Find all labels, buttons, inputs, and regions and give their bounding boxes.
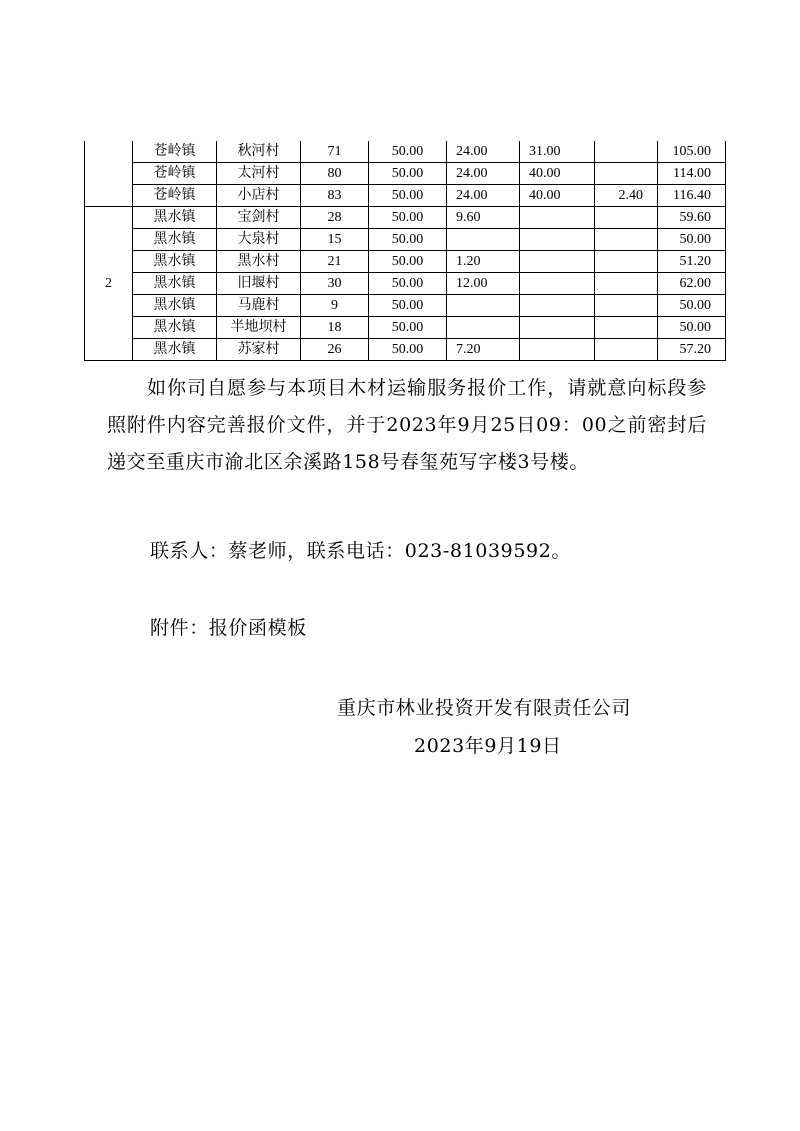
cell-value-1: 50.00 — [369, 317, 447, 339]
cell-count: 26 — [301, 339, 369, 361]
cell-value-2 — [447, 295, 520, 317]
cell-value-1: 50.00 — [369, 229, 447, 251]
contact-line: 联系人：蔡老师，联系电话：023-81039592。 — [150, 540, 571, 562]
group-number-cell — [85, 141, 133, 207]
cell-value-1: 50.00 — [369, 251, 447, 273]
cell-village: 秋河村 — [217, 141, 301, 163]
table-row — [85, 185, 726, 207]
cell-value-1: 50.00 — [369, 141, 447, 163]
cell-value-1: 50.00 — [369, 163, 447, 185]
cell-value-3: 40.00 — [520, 185, 595, 207]
cell-value-3: 31.00 — [520, 141, 595, 163]
table-row — [85, 273, 726, 295]
table-row — [85, 251, 726, 273]
cell-village: 宝剑村 — [217, 207, 301, 229]
table-row — [85, 229, 726, 251]
cell-value-3 — [520, 273, 595, 295]
invitation-paragraph: 如你司自愿参与本项目木材运输服务报价工作，请就意向标段参照附件内容完善报价文件，并于2023年9月25日09：00之前密封后递交至重庆市渝北区余溪路158号春玺苑写字楼3号楼。 — [107, 377, 707, 473]
cell-value-1: 50.00 — [369, 207, 447, 229]
cell-value-4 — [595, 273, 658, 295]
cell-count: 30 — [301, 273, 369, 295]
cell-count: 9 — [301, 295, 369, 317]
price-table — [84, 141, 726, 361]
cell-town: 苍岭镇 — [133, 141, 217, 163]
cell-value-1: 50.00 — [369, 273, 447, 295]
cell-value-3 — [520, 339, 595, 361]
cell-town: 黑水镇 — [133, 229, 217, 251]
attachment-line: 附件：报价函模板 — [150, 617, 307, 639]
cell-village: 半地坝村 — [217, 317, 301, 339]
cell-count: 15 — [301, 229, 369, 251]
cell-town: 黑水镇 — [133, 317, 217, 339]
group-number-cell: 2 — [85, 207, 133, 361]
cell-count: 21 — [301, 251, 369, 273]
cell-total: 51.20 — [658, 251, 726, 273]
cell-value-2: 12.00 — [447, 273, 520, 295]
cell-value-2: 7.20 — [447, 339, 520, 361]
cell-value-4 — [595, 163, 658, 185]
cell-count: 18 — [301, 317, 369, 339]
cell-count: 71 — [301, 141, 369, 163]
cell-value-1: 50.00 — [369, 339, 447, 361]
cell-town: 苍岭镇 — [133, 185, 217, 207]
cell-value-2: 9.60 — [447, 207, 520, 229]
cell-value-2 — [447, 229, 520, 251]
cell-value-3 — [520, 229, 595, 251]
cell-village: 苏家村 — [217, 339, 301, 361]
cell-total: 50.00 — [658, 317, 726, 339]
cell-value-3 — [520, 295, 595, 317]
cell-town: 黑水镇 — [133, 295, 217, 317]
cell-count: 83 — [301, 185, 369, 207]
cell-value-2: 1.20 — [447, 251, 520, 273]
cell-town: 黑水镇 — [133, 251, 217, 273]
cell-village: 旧堰村 — [217, 273, 301, 295]
table-row — [85, 141, 726, 163]
cell-value-4 — [595, 339, 658, 361]
cell-village: 太河村 — [217, 163, 301, 185]
cell-count: 80 — [301, 163, 369, 185]
cell-town: 黑水镇 — [133, 339, 217, 361]
cell-value-1: 50.00 — [369, 295, 447, 317]
cell-village: 黑水村 — [217, 251, 301, 273]
cell-village: 大泉村 — [217, 229, 301, 251]
cell-total: 116.40 — [658, 185, 726, 207]
table-row — [85, 295, 726, 317]
cell-total: 59.60 — [658, 207, 726, 229]
cell-value-3: 40.00 — [520, 163, 595, 185]
table-row — [85, 207, 726, 229]
cell-village: 马鹿村 — [217, 295, 301, 317]
cell-value-4 — [595, 207, 658, 229]
table-row — [85, 317, 726, 339]
table-row — [85, 339, 726, 361]
cell-count: 28 — [301, 207, 369, 229]
cell-total: 114.00 — [658, 163, 726, 185]
signature-date: 2023年9月19日 — [414, 735, 562, 757]
cell-total: 50.00 — [658, 295, 726, 317]
cell-value-4: 2.40 — [595, 185, 658, 207]
table-row — [85, 163, 726, 185]
cell-value-3 — [520, 317, 595, 339]
cell-value-4 — [595, 317, 658, 339]
company-signature: 重庆市林业投资开发有限责任公司 — [337, 697, 632, 719]
cell-total: 62.00 — [658, 273, 726, 295]
cell-value-2: 24.00 — [447, 141, 520, 163]
cell-value-4 — [595, 251, 658, 273]
cell-town: 黑水镇 — [133, 273, 217, 295]
cell-value-2 — [447, 317, 520, 339]
cell-total: 50.00 — [658, 229, 726, 251]
cell-total: 57.20 — [658, 339, 726, 361]
cell-value-4 — [595, 141, 658, 163]
cell-value-3 — [520, 251, 595, 273]
cell-value-2: 24.00 — [447, 163, 520, 185]
cell-value-4 — [595, 295, 658, 317]
cell-town: 黑水镇 — [133, 207, 217, 229]
cell-value-2: 24.00 — [447, 185, 520, 207]
cell-value-4 — [595, 229, 658, 251]
cell-village: 小店村 — [217, 185, 301, 207]
cell-total: 105.00 — [658, 141, 726, 163]
cell-town: 苍岭镇 — [133, 163, 217, 185]
cell-value-1: 50.00 — [369, 185, 447, 207]
cell-value-3 — [520, 207, 595, 229]
